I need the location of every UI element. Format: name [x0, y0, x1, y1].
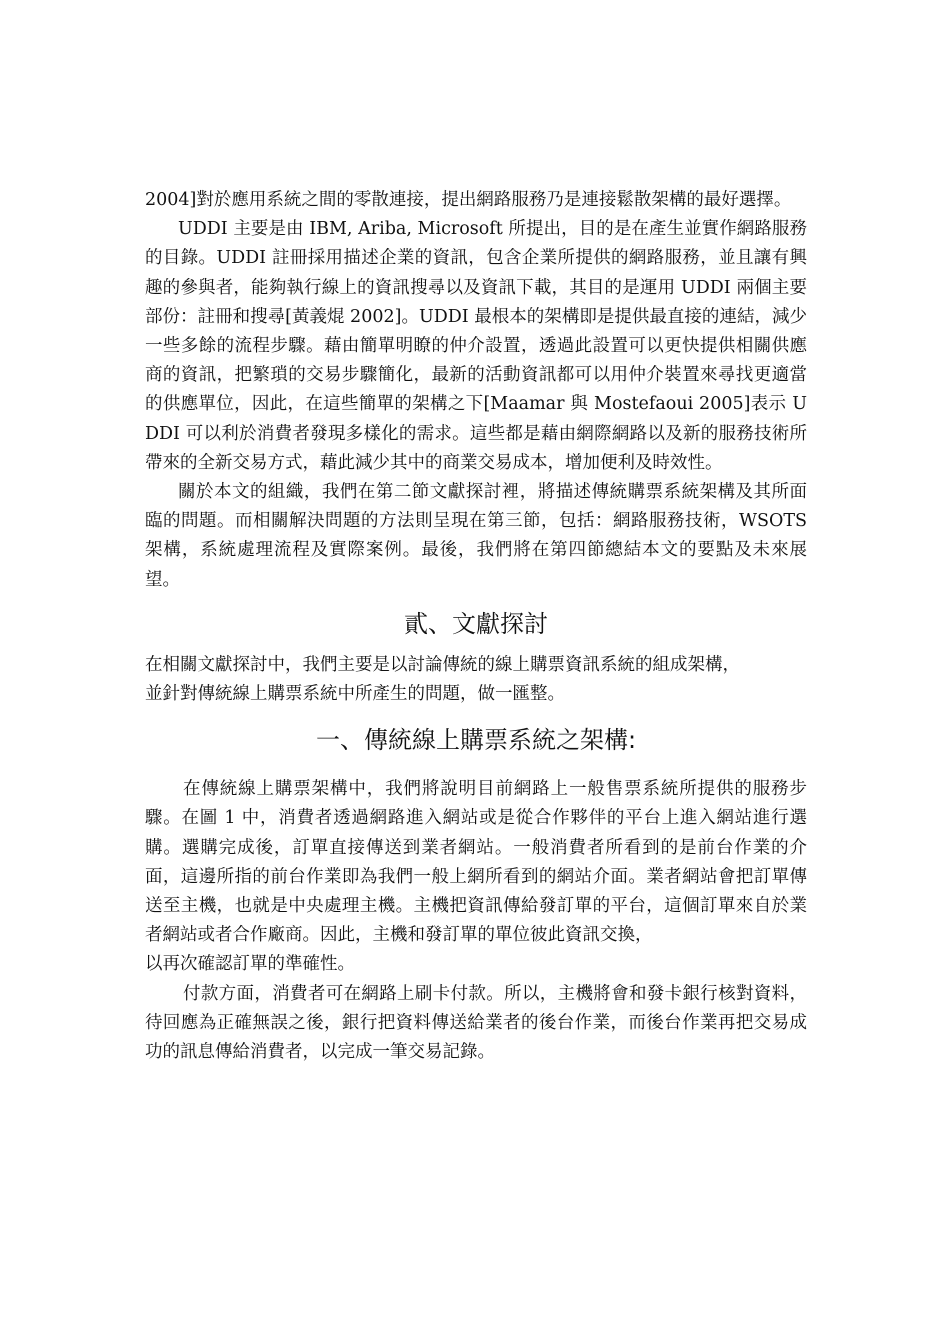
paragraph-architecture: 在傳統線上購票架構中，我們將說明目前網路上一般售票系統所提供的服務步驟。在圖 1 中，消費者透過網路進入網站或是從合作夥伴的平台上進入網站進行選購。選購完成後，訂單直接傳送到業者網站。一般消費者所看到的是前台作業的介面，這邊所指的前台作業即為我們一般上網所看到的網站介面。業者網站會把訂單傳送至主機，也就是中央處理主機。主機把資訊傳給發訂單的平台，這個訂單來自於業者網站或者合作廠商。因此，主機和發訂單的單位彼此資訊交換，: [145, 779, 807, 946]
section-intro-line-2: 並針對傳統線上購票系統中所產生的問題，做一匯整。: [145, 684, 565, 705]
section-intro-line-1: 在相關文獻探討中，我們主要是以討論傳統的線上購票資訊系統的組成架構，: [145, 654, 740, 675]
section-heading: 貳、文獻探討: [404, 609, 548, 638]
paragraph-continuation: 2004]對於應用系統之間的零散連接，提出網路服務乃是連接鬆散架構的最好選擇。: [145, 190, 792, 210]
paragraph-uddi: UDDI 主要是由 IBM, Ariba, Microsoft 所提出，目的是在產生並實作網路服務的目錄。UDDI 註冊採用描述企業的資訊，包含企業所提供的網路服務，並且讓有興趣的參與者，能夠執行線上的資訊搜尋以及資訊下載，其目的是運用 UDDI 兩個主要部份：註冊和搜尋[黃義焜 2002]。UDDI 最根本的架構即是提供最直接的連結，減少一些多餘的流程步驟。藉由簡單明瞭的仲介設置，透過此設置可以更快提供相關供應商的資訊，把繁瑣的交易步驟簡化，最新的活動資訊都可以用仲介裝置來尋找更適當的供應單位，因此，在這些簡單的架構之下[Maamar 與 Mostefaoui 2005]表示 UDDI 可以利於消費者發現多樣化的需求。這些都是藉由網際網路以及新的服務技術所帶來的全新交易方式，藉此減少其中的商業交易成本，增加便利及時效性。: [145, 219, 807, 473]
document-page: [145, 186, 807, 1067]
paragraph-payment: 付款方面，消費者可在網路上刷卡付款。所以，主機將會和發卡銀行核對資料，待回應為正確無誤之後，銀行把資料傳送給業者的後台作業，而後台作業再把交易成功的訊息傳給消費者，以完成一筆交易記錄。: [145, 983, 807, 1063]
subsection-heading: 一、傳統線上購票系統之架構:: [315, 726, 637, 755]
paragraph-architecture-tail: 以再次確認訂單的準確性。: [145, 954, 355, 975]
paragraph-organization: 關於本文的組織，我們在第二節文獻探討裡，將描述傳統購票系統架構及其所面臨的問題。而相關解決問題的方法則呈現在第三節，包括：網路服務技術，WSOTS 架構，系統處理流程及實際案例。最後，我們將在第四節總結本文的要點及未來展望。: [145, 482, 807, 590]
